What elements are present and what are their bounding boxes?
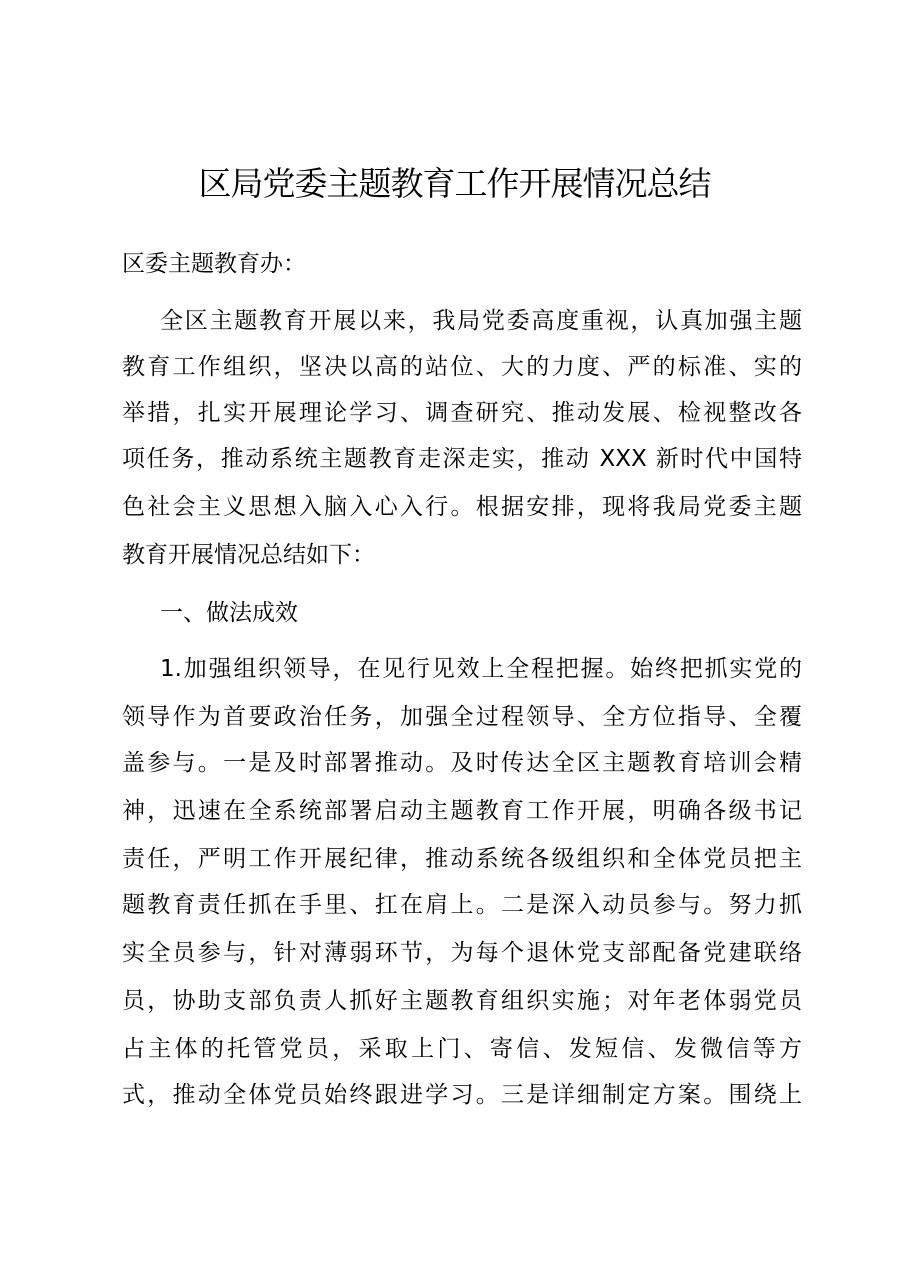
intro-line: 教育工作组织，坚决以高的站位、大的力度、严的标准、实的 [122, 354, 802, 380]
body-line: 盖参与。一是及时部署推动。及时传达全区主题教育培训会精 [122, 750, 802, 776]
body-line: 领导作为首要政治任务，加强全过程领导、全方位指导、全覆 [122, 704, 802, 730]
intro-line: 举措，扎实开展理论学习、调查研究、推动发展、检视整改各 [122, 400, 802, 426]
body-line: 题教育责任抓在手里、扛在肩上。二是深入动员参与。努力抓 [122, 892, 802, 918]
body-line: 责任，严明工作开展纪律，推动系统各级组织和全体党员把主 [122, 846, 802, 872]
intro-line: 项任务，推动系统主题教育走深走实，推动 XXX 新时代中国特 [122, 446, 802, 472]
body-line: 神，迅速在全系统部署启动主题教育工作开展，明确各级书记 [122, 798, 802, 824]
section-heading: 一、做法成效 [160, 600, 298, 626]
intro-line: 色社会主义思想入脑入心入行。根据安排，现将我局党委主题 [122, 494, 802, 520]
body-line: 占主体的托管党员，采取上门、寄信、发短信、发微信等方 [122, 1036, 802, 1062]
body-line: 1.加强组织领导，在见行见效上全程把握。始终把抓实党的 [160, 656, 802, 682]
intro-line: 全区主题教育开展以来，我局党委高度重视，认真加强主题 [160, 308, 802, 334]
document-title: 区局党委主题教育工作开展情况总结 [198, 164, 711, 203]
salutation: 区委主题教育办： [122, 251, 306, 277]
body-line: 员，协助支部负责人抓好主题教育组织实施；对年老体弱党员 [122, 988, 802, 1014]
body-line: 式，推动全体党员始终跟进学习。三是详细制定方案。围绕上 [122, 1082, 802, 1108]
body-line: 实全员参与，针对薄弱环节，为每个退休党支部配备党建联络 [122, 940, 802, 966]
intro-line: 教育开展情况总结如下： [122, 542, 375, 568]
